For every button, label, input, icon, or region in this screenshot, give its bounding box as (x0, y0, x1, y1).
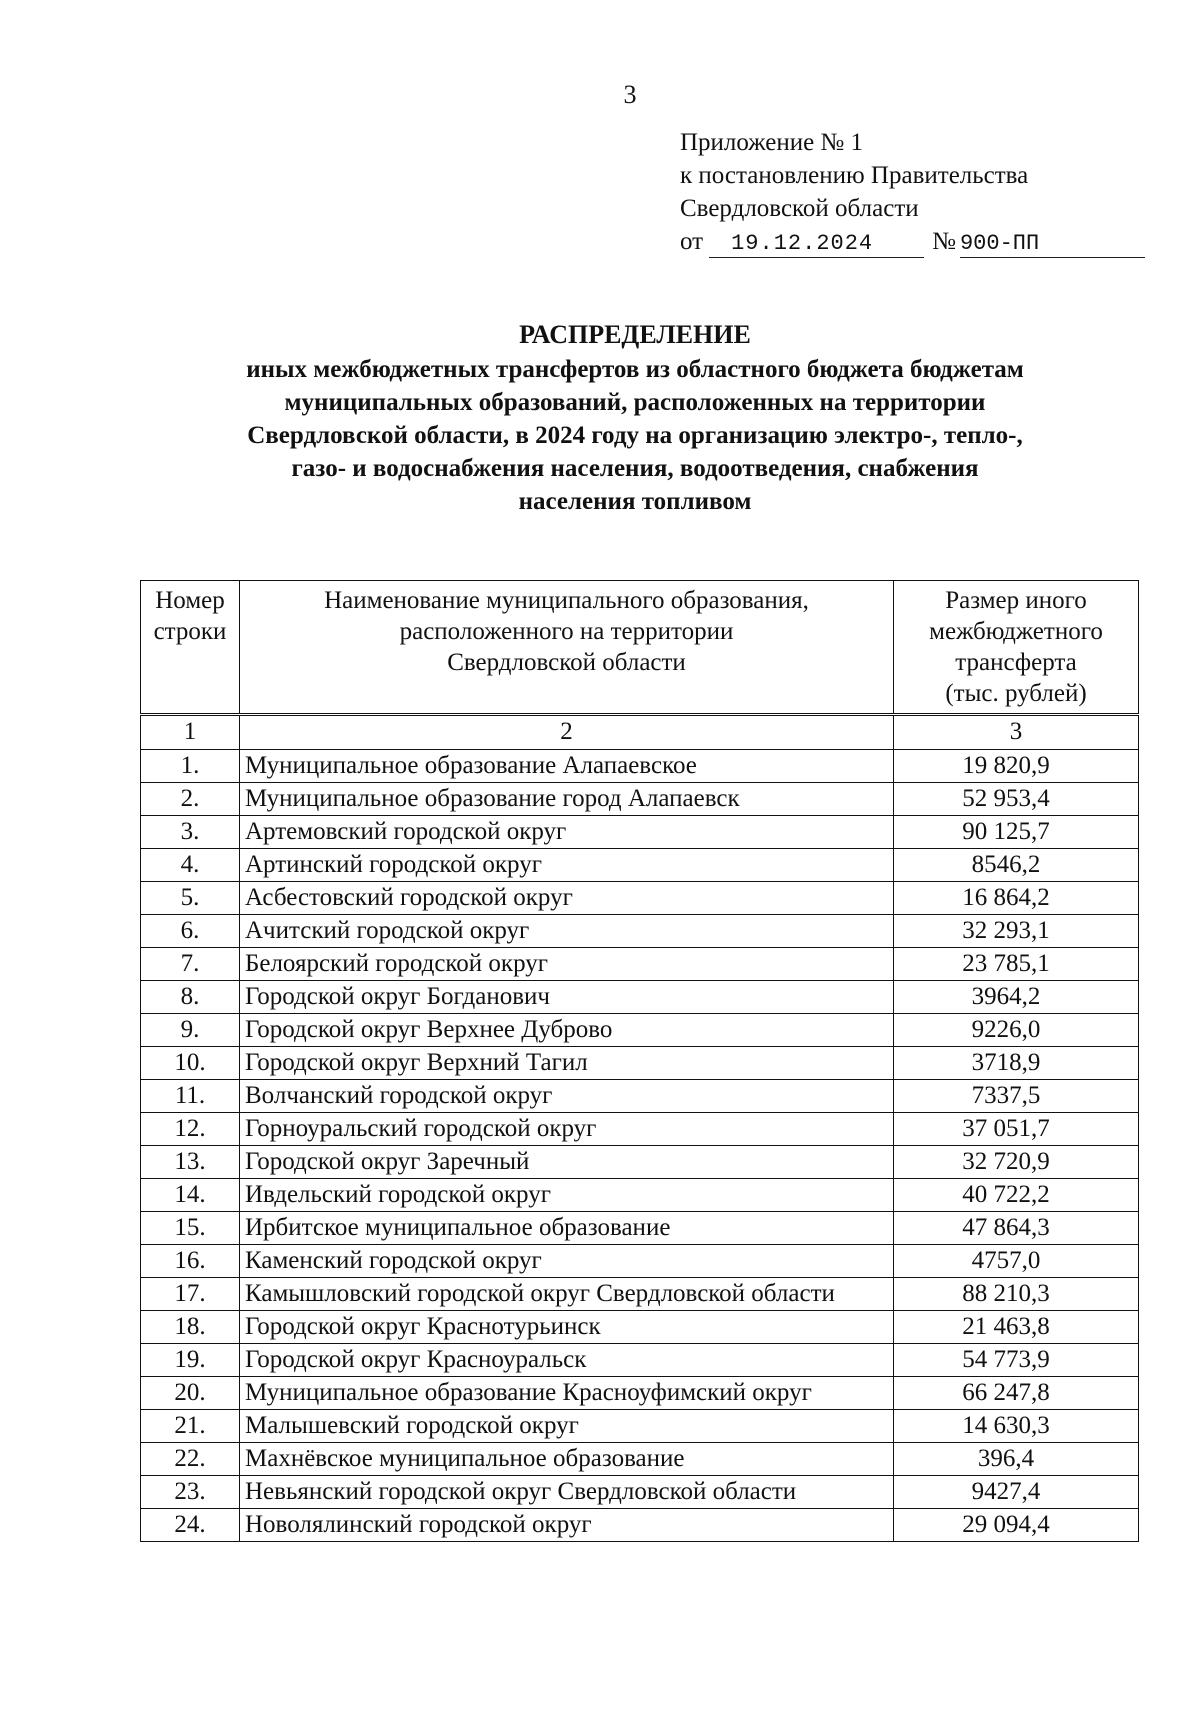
municipality-name: Невьянский городской округ Свердловской области (240, 1476, 894, 1509)
municipality-name: Камышловский городской округ Свердловской области (240, 1278, 894, 1311)
row-number: 2. (141, 783, 240, 816)
municipality-name: Волчанский городской округ (240, 1080, 894, 1113)
table-row (141, 1443, 1139, 1476)
row-number: 22. (141, 1443, 240, 1476)
table-row (141, 783, 1139, 816)
header-text: (тыс. рублей) (945, 680, 1087, 707)
transfer-amount: 23 785,1 (894, 948, 1139, 981)
municipality-name: Махнёвское муниципальное образование (240, 1443, 894, 1476)
header-text: трансферта (955, 649, 1077, 676)
row-number: 5. (141, 882, 240, 915)
municipality-name: Городской округ Верхний Тагил (240, 1047, 894, 1080)
row-number: 21. (141, 1410, 240, 1443)
transfer-amount: 29 094,4 (894, 1509, 1139, 1542)
row-number: 8. (141, 981, 240, 1014)
row-number: 11. (141, 1080, 240, 1113)
transfer-amount: 21 463,8 (894, 1311, 1139, 1344)
municipality-name: Горноуральский городской округ (240, 1113, 894, 1146)
table-row (141, 1344, 1139, 1377)
row-number: 17. (141, 1278, 240, 1311)
table-row (141, 816, 1139, 849)
table-row (141, 849, 1139, 882)
transfer-amount: 19 820,9 (894, 750, 1139, 783)
title-line-1: иных межбюджетных трансфертов из областного бюджета бюджетам (246, 356, 1024, 383)
header-municipality-name (240, 581, 894, 715)
table-row (141, 948, 1139, 981)
transfer-amount: 396,4 (894, 1443, 1139, 1476)
row-number: 14. (141, 1179, 240, 1212)
municipality-name: Ирбитское муниципальное образование (240, 1212, 894, 1245)
header-text: Размер иного (945, 587, 1087, 614)
table-row (141, 1146, 1139, 1179)
appendix-line-3: Свердловской области (680, 195, 919, 222)
municipality-name: Городской округ Богданович (240, 981, 894, 1014)
municipality-name: Городской округ Заречный (240, 1146, 894, 1179)
row-number: 24. (141, 1509, 240, 1542)
transfer-amount: 14 630,3 (894, 1410, 1139, 1443)
municipality-name: Артинский городской округ (240, 849, 894, 882)
header-text: Номер (155, 587, 225, 614)
transfer-amount: 52 953,4 (894, 783, 1139, 816)
header-text: межбюджетного (929, 618, 1103, 645)
document-title (0, 318, 1200, 518)
transfer-amount: 3964,2 (894, 981, 1139, 1014)
table-row (141, 981, 1139, 1014)
title-line-2: муниципальных образований, расположенных на территории (284, 389, 986, 416)
municipality-name: Муниципальное образование Алапаевское (240, 750, 894, 783)
row-number: 16. (141, 1245, 240, 1278)
row-number: 9. (141, 1014, 240, 1047)
municipality-name: Артемовский городской округ (240, 816, 894, 849)
row-number: 1. (141, 750, 240, 783)
transfer-amount: 66 247,8 (894, 1377, 1139, 1410)
row-number: 13. (141, 1146, 240, 1179)
table-row (141, 1080, 1139, 1113)
municipality-name: Городской округ Верхнее Дуброво (240, 1014, 894, 1047)
transfer-amount: 47 864,3 (894, 1212, 1139, 1245)
transfer-amount: 37 051,7 (894, 1113, 1139, 1146)
transfer-amount: 3718,9 (894, 1047, 1139, 1080)
appendix-block (680, 126, 1145, 258)
header-text: строки (153, 618, 227, 645)
column-number: 1 (141, 715, 240, 750)
transfer-amount: 88 210,3 (894, 1278, 1139, 1311)
table-row (141, 1113, 1139, 1146)
municipality-name: Муниципальное образование Красноуфимский округ (240, 1377, 894, 1410)
municipality-name: Асбестовский городской округ (240, 882, 894, 915)
transfer-amount: 40 722,2 (894, 1179, 1139, 1212)
row-number: 6. (141, 915, 240, 948)
title-line-5: населения топливом (518, 488, 752, 515)
date-prefix: от (680, 228, 704, 255)
table-header-row (141, 581, 1139, 715)
table-row (141, 750, 1139, 783)
table-row (141, 1311, 1139, 1344)
column-number: 3 (894, 715, 1139, 750)
transfer-amount: 7337,5 (894, 1080, 1139, 1113)
table-row (141, 1245, 1139, 1278)
header-row-number (141, 581, 240, 715)
municipality-name: Новолялинский городской округ (240, 1509, 894, 1542)
municipality-name: Каменский городской округ (240, 1245, 894, 1278)
distribution-table (140, 580, 1139, 1542)
title-line-3: Свердловской области, в 2024 году на организацию электро-, тепло-, (247, 422, 1023, 449)
transfer-amount: 54 773,9 (894, 1344, 1139, 1377)
table-row (141, 1212, 1139, 1245)
table-row (141, 1179, 1139, 1212)
column-number: 2 (240, 715, 894, 750)
number-prefix: № (932, 228, 956, 255)
row-number: 10. (141, 1047, 240, 1080)
header-text: Свердловской области (447, 649, 686, 676)
row-number: 4. (141, 849, 240, 882)
row-number: 20. (141, 1377, 240, 1410)
table-row (141, 1047, 1139, 1080)
row-number: 23. (141, 1476, 240, 1509)
appendix-line-2: к постановлению Правительства (680, 162, 1029, 189)
table-row (141, 1476, 1139, 1509)
column-number-row (141, 715, 1139, 750)
table-row (141, 1278, 1139, 1311)
table-row (141, 1410, 1139, 1443)
table-row (141, 1509, 1139, 1542)
header-text: расположенного на территории (399, 618, 734, 645)
appendix-date-line (680, 225, 1145, 258)
table-row (141, 915, 1139, 948)
decree-number: 900-ПП (960, 231, 1145, 258)
transfer-amount: 9427,4 (894, 1476, 1139, 1509)
municipality-name: Белоярский городской округ (240, 948, 894, 981)
title-main: РАСПРЕДЕЛЕНИЕ (519, 320, 751, 349)
municipality-name: Муниципальное образование город Алапаевск (240, 783, 894, 816)
transfer-amount: 8546,2 (894, 849, 1139, 882)
transfer-amount: 32 720,9 (894, 1146, 1139, 1179)
title-line-4: газо- и водоснабжения населения, водоотведения, снабжения (291, 455, 979, 482)
row-number: 12. (141, 1113, 240, 1146)
row-number: 19. (141, 1344, 240, 1377)
header-transfer-amount (894, 581, 1139, 715)
municipality-name: Городской округ Красноуральск (240, 1344, 894, 1377)
header-text: Наименование муниципального образования, (324, 587, 809, 614)
decree-date: 19.12.2024 (709, 231, 924, 258)
appendix-line-1: Приложение № 1 (680, 129, 864, 156)
municipality-name: Ивдельский городской округ (240, 1179, 894, 1212)
transfer-amount: 90 125,7 (894, 816, 1139, 849)
table-row (141, 882, 1139, 915)
table-row (141, 1014, 1139, 1047)
transfer-amount: 4757,0 (894, 1245, 1139, 1278)
transfer-amount: 16 864,2 (894, 882, 1139, 915)
table-body (141, 750, 1139, 1542)
transfer-amount: 9226,0 (894, 1014, 1139, 1047)
municipality-name: Малышевский городской округ (240, 1410, 894, 1443)
municipality-name: Городской округ Краснотурьинск (240, 1311, 894, 1344)
row-number: 7. (141, 948, 240, 981)
row-number: 18. (141, 1311, 240, 1344)
table-row (141, 1377, 1139, 1410)
municipality-name: Ачитский городской округ (240, 915, 894, 948)
row-number: 15. (141, 1212, 240, 1245)
transfer-amount: 32 293,1 (894, 915, 1139, 948)
row-number: 3. (141, 816, 240, 849)
page-number: 3 (623, 80, 637, 109)
